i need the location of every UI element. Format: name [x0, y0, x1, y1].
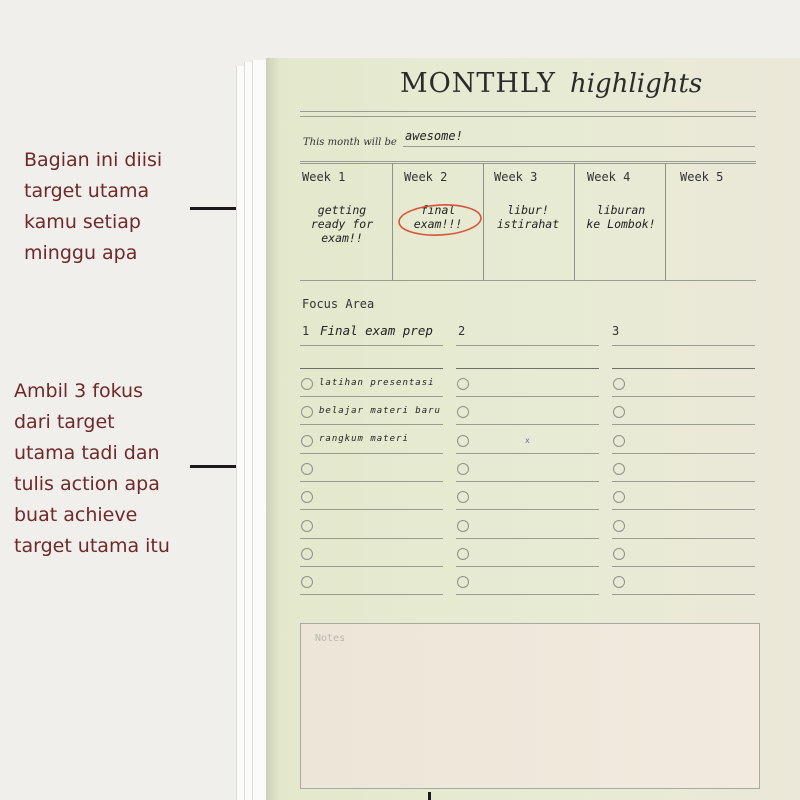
focus-2-number: 2 — [458, 324, 466, 338]
checkbox-circle[interactable] — [613, 406, 625, 418]
checkbox-circle[interactable] — [301, 435, 313, 447]
checkbox-circle[interactable] — [301, 463, 313, 475]
checklist-rule — [300, 509, 443, 510]
stray-mark: x — [525, 436, 530, 445]
checklist-rule — [300, 424, 443, 425]
focus-column-rule — [456, 368, 599, 369]
checkbox-circle[interactable] — [457, 548, 469, 560]
checklist-rule — [300, 594, 443, 595]
month-rule — [403, 146, 755, 147]
week-target-line: exam!!! — [413, 217, 463, 231]
checklist-rule — [612, 453, 755, 454]
weeks-top-rule — [300, 161, 756, 162]
checkbox-circle[interactable] — [301, 406, 313, 418]
week-target-line: liburan — [596, 203, 646, 217]
checklist-rule — [612, 396, 755, 397]
checkbox-circle[interactable] — [457, 378, 469, 390]
checkbox-circle[interactable] — [301, 548, 313, 560]
checkbox-circle[interactable] — [301, 576, 313, 588]
week-3-label: Week 3 — [494, 170, 538, 184]
week-target-line: istirahat — [496, 217, 560, 231]
checklist-rule — [300, 396, 443, 397]
week-2-label: Week 2 — [404, 170, 448, 184]
focus-1-number: 1 — [302, 324, 310, 338]
week-2-target — [395, 203, 481, 231]
weeks-top-rule — [300, 163, 756, 164]
title-sub: highlights — [570, 69, 703, 99]
checklist-rule — [456, 396, 599, 397]
annotation-weekly-target — [24, 145, 162, 269]
focus-3-number: 3 — [612, 324, 620, 338]
focus-area-title: Focus Area — [302, 297, 375, 311]
notes-label: Notes — [315, 633, 346, 644]
week-target-line: getting — [317, 203, 367, 217]
week-target-line: ke Lombok! — [586, 217, 656, 231]
checkbox-circle[interactable] — [613, 435, 625, 447]
checklist-rule — [456, 594, 599, 595]
notes-box[interactable] — [300, 623, 760, 789]
annotation-line: utama tadi dan — [14, 442, 160, 464]
checkbox-circle[interactable] — [457, 576, 469, 588]
annotation-line: Ambil 3 fokus — [14, 380, 143, 402]
checklist-rule — [300, 566, 443, 567]
action-item-3: rangkum materi — [319, 434, 409, 444]
action-item-1: latihan presentasi — [319, 378, 435, 388]
annotation-line: target utama itu — [14, 535, 170, 557]
checkbox-circle[interactable] — [457, 435, 469, 447]
checkbox-circle[interactable] — [613, 548, 625, 560]
annotation-line: tulis action apa — [14, 473, 160, 495]
checklist-rule — [612, 594, 755, 595]
checklist-rule — [612, 538, 755, 539]
page-gutter-shadow — [266, 58, 280, 800]
page-title — [400, 68, 702, 99]
month-value: awesome! — [405, 129, 463, 143]
week-target-line: ready for — [310, 217, 374, 231]
week-4-target — [575, 203, 667, 231]
checklist-rule — [456, 481, 599, 482]
annotation-focus-area — [14, 376, 170, 562]
title-rule — [300, 111, 756, 112]
week-target-line: libur! — [507, 203, 549, 217]
weeks-bottom-rule — [300, 280, 756, 281]
checkbox-circle[interactable] — [301, 491, 313, 503]
pointer-line-bottom — [428, 792, 431, 800]
checklist-rule — [612, 566, 755, 567]
week-1-label: Week 1 — [302, 170, 346, 184]
checklist-rule — [456, 424, 599, 425]
checkbox-circle[interactable] — [457, 406, 469, 418]
checklist-rule — [612, 509, 755, 510]
annotation-line: minggu apa — [24, 242, 138, 264]
checkbox-circle[interactable] — [613, 463, 625, 475]
annotation-line: kamu setiap — [24, 211, 141, 233]
focus-column-rule — [612, 368, 755, 369]
checklist-rule — [456, 509, 599, 510]
annotation-line: dari target — [14, 411, 115, 433]
focus-column-rule — [300, 368, 443, 369]
focus-heading-rule — [456, 345, 599, 346]
checkbox-circle[interactable] — [457, 463, 469, 475]
focus-heading-rule — [612, 345, 755, 346]
week-3-target — [484, 203, 572, 231]
checklist-rule — [300, 481, 443, 482]
checkbox-circle[interactable] — [613, 491, 625, 503]
focus-1-text: Final exam prep — [320, 323, 433, 338]
month-prompt: This month will be — [303, 137, 397, 148]
checklist-rule — [612, 424, 755, 425]
checkbox-circle[interactable] — [301, 520, 313, 532]
checkbox-circle[interactable] — [613, 576, 625, 588]
annotation-line: buat achieve — [14, 504, 138, 526]
checkbox-circle[interactable] — [613, 378, 625, 390]
checklist-rule — [612, 481, 755, 482]
checkbox-circle[interactable] — [613, 520, 625, 532]
checklist-rule — [456, 566, 599, 567]
checkbox-circle[interactable] — [457, 520, 469, 532]
week-target-line: exam!! — [321, 231, 363, 245]
checklist-rule — [300, 538, 443, 539]
title-rule — [300, 116, 756, 117]
week-4-label: Week 4 — [587, 170, 631, 184]
annotation-line: Bagian ini diisi — [24, 149, 163, 171]
checklist-rule — [456, 538, 599, 539]
week-divider — [392, 163, 393, 280]
week-1-target — [295, 203, 389, 245]
checklist-rule — [456, 453, 599, 454]
focus-heading-rule — [300, 345, 443, 346]
week-5-label: Week 5 — [680, 170, 724, 184]
annotation-line: target utama — [24, 180, 150, 202]
checklist-rule — [300, 453, 443, 454]
week-target-line: final — [420, 203, 456, 217]
action-item-2: belajar materi baru — [319, 406, 441, 416]
title-main: MONTHLY — [400, 68, 556, 99]
checkbox-circle[interactable] — [457, 491, 469, 503]
checkbox-circle[interactable] — [301, 378, 313, 390]
